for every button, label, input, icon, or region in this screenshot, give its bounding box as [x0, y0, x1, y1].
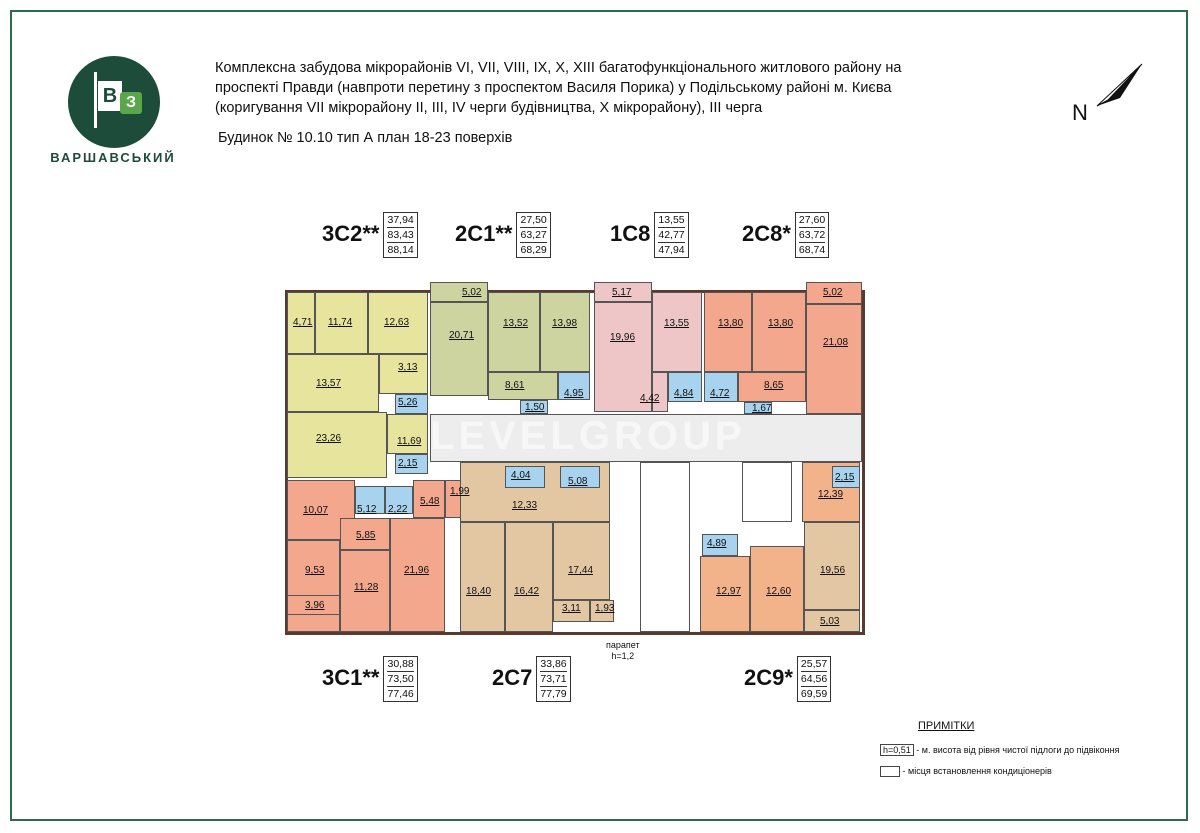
- room: [540, 292, 590, 372]
- room-area: 5,02: [823, 287, 843, 298]
- title-line: (коригування VII мікрорайону II, III, IV черги будівництва, X мікрорайону), III черга: [215, 100, 763, 116]
- area-living: 37,94: [387, 214, 414, 226]
- room: [379, 354, 428, 394]
- area-living: 30,88: [387, 658, 414, 670]
- area-total: 42,77: [658, 229, 685, 241]
- room-area: 4,42: [640, 393, 660, 404]
- area-total: 73,50: [387, 673, 414, 685]
- area-total: 83,43: [387, 229, 414, 241]
- apartment-areas: [383, 656, 417, 702]
- room: [652, 292, 702, 372]
- watermark: LEVELGROUP: [430, 414, 746, 458]
- room: [387, 414, 428, 454]
- room-area: 16,42: [514, 586, 540, 597]
- area-living: 33,86: [540, 658, 567, 670]
- title-line: проспекті Правди (навпроти перетину з проспектом Василя Порика) у Подільському районі м. Києва: [215, 80, 892, 96]
- room-area: 2,15: [398, 458, 418, 469]
- room-area: 19,96: [610, 332, 636, 343]
- parapet-label: парапет: [606, 640, 640, 650]
- room-area: 20,71: [449, 330, 475, 341]
- title-line: Комплексна забудова мікрорайонів VI, VII, VIII, IX, X, XIII багатофункціонального житлового району на: [215, 60, 902, 76]
- room-area: 5,12: [357, 504, 377, 515]
- room-area: 13,55: [664, 318, 690, 329]
- room-area: 5,26: [398, 397, 418, 408]
- room-area: 3,11: [562, 603, 581, 614]
- apartment-code: 2С9*: [744, 665, 793, 690]
- room: [704, 292, 752, 372]
- room-area: 18,40: [466, 586, 492, 597]
- room-area: 1,93: [595, 603, 615, 614]
- note-ac-place: [880, 766, 1052, 777]
- area-living: 25,57: [800, 658, 828, 670]
- area-gross: 68,74: [798, 244, 826, 256]
- area-living: 27,50: [520, 214, 547, 226]
- room-area: 4,95: [564, 388, 584, 399]
- room-area: 2,15: [835, 472, 855, 483]
- north-label: N: [1072, 100, 1088, 125]
- room-area: 13,80: [718, 318, 744, 329]
- room-area: 12,63: [384, 317, 410, 328]
- room-area: 23,26: [316, 433, 342, 444]
- apartment-areas: [654, 212, 688, 258]
- room-area: 11,28: [354, 582, 379, 593]
- area-gross: 77,79: [540, 688, 567, 700]
- room: [652, 372, 668, 412]
- apartment-areas: [536, 656, 570, 702]
- room-area: 5,02: [462, 287, 482, 298]
- room-area: 11,74: [328, 317, 353, 328]
- area-living: 27,60: [798, 214, 826, 226]
- room-area: 3,13: [398, 362, 418, 373]
- room: [752, 292, 806, 372]
- area-gross: 77,46: [387, 688, 414, 700]
- room-area: 17,44: [568, 565, 594, 576]
- room-area: 4,89: [707, 538, 727, 549]
- room: [287, 412, 387, 478]
- room-area: 5,85: [356, 530, 376, 541]
- room-area: 8,61: [505, 380, 525, 391]
- area-gross: 69,59: [800, 688, 828, 700]
- area-total: 64,56: [800, 673, 828, 685]
- apartment-code: 3С1**: [322, 665, 380, 690]
- note-ac-text: - місця встановлення кондиціонерів: [902, 766, 1052, 776]
- room-area: 1,99: [450, 486, 470, 497]
- apartment-code: 3С2**: [322, 221, 380, 246]
- room-area: 4,04: [511, 470, 531, 481]
- area-total: 63,72: [798, 229, 826, 241]
- room: [505, 522, 553, 632]
- note-sill-box: h=0,51: [880, 744, 914, 756]
- building-subtitle: Будинок № 10.10 тип А план 18-23 поверхів: [218, 130, 513, 146]
- room-area: 8,65: [764, 380, 784, 391]
- logo-letter-z: З: [120, 92, 142, 114]
- apartment-code: 2С1**: [455, 221, 513, 246]
- area-total: 63,27: [520, 229, 547, 241]
- room-area: 1,50: [525, 402, 545, 413]
- notes-title: ПРИМІТКИ: [918, 720, 975, 732]
- room: [430, 302, 488, 396]
- room-area: 12,97: [716, 586, 742, 597]
- room: [806, 304, 862, 414]
- room-area: 4,72: [710, 388, 730, 399]
- room-area: 1,67: [752, 403, 772, 414]
- room-area: 3,96: [305, 600, 325, 611]
- logo-letter-b: В: [98, 81, 122, 111]
- room: [287, 540, 340, 632]
- room-area: 21,96: [404, 565, 430, 576]
- room-area: 5,48: [420, 496, 440, 507]
- area-gross: 68,29: [520, 244, 547, 256]
- room-area: 9,53: [305, 565, 325, 576]
- area-gross: 88,14: [387, 244, 414, 256]
- room-area: 5,08: [568, 476, 588, 487]
- apartment-label: [742, 212, 829, 258]
- note-sill-text: - м. висота від рівня чистої підлоги до підвіконня: [916, 745, 1120, 755]
- apartment-code: 2С8*: [742, 221, 791, 246]
- parapet-height: h=1,2: [611, 651, 635, 661]
- apartment-label: [492, 656, 571, 702]
- room: [460, 522, 505, 632]
- ac-box-icon: [880, 766, 900, 777]
- room-area: 21,08: [823, 337, 849, 348]
- room-area: 5,03: [820, 616, 840, 627]
- brand-name: ВАРШАВСЬКИЙ: [50, 150, 176, 165]
- apartment-code: 2С7: [492, 665, 533, 690]
- area-total: 73,71: [540, 673, 567, 685]
- apartment-areas: [516, 212, 550, 258]
- area-gross: 47,94: [658, 244, 685, 256]
- apartment-label: [455, 212, 551, 258]
- stairwell: [640, 462, 690, 632]
- room-area: 12,33: [512, 500, 538, 511]
- apartment-areas: [797, 656, 831, 702]
- room-area: 13,80: [768, 318, 794, 329]
- apartment-areas: [383, 212, 417, 258]
- room-area: 19,56: [820, 565, 846, 576]
- elevator-shaft: [742, 462, 792, 522]
- apartment-label: [322, 656, 418, 702]
- room-area: 13,57: [316, 378, 342, 389]
- room: [488, 292, 540, 372]
- room-area: 10,07: [303, 505, 329, 516]
- apartment-label: [610, 212, 689, 258]
- room-area: 4,71: [293, 317, 313, 328]
- note-sill-height: [880, 744, 1119, 756]
- room-area: 12,39: [818, 489, 844, 500]
- apartment-label: [744, 656, 831, 702]
- room-area: 11,69: [397, 436, 422, 447]
- room-area: 12,60: [766, 586, 792, 597]
- room-area: 13,52: [503, 318, 529, 329]
- parapet-note: [606, 640, 640, 662]
- room-area: 13,98: [552, 318, 578, 329]
- room-area: 4,84: [674, 388, 694, 399]
- apartment-label: [322, 212, 418, 258]
- room-area: 5,17: [612, 287, 632, 298]
- room-area: 2,22: [388, 504, 408, 515]
- room: [553, 522, 610, 600]
- area-living: 13,55: [658, 214, 685, 226]
- apartment-code: 1С8: [610, 221, 651, 246]
- apartment-areas: [795, 212, 829, 258]
